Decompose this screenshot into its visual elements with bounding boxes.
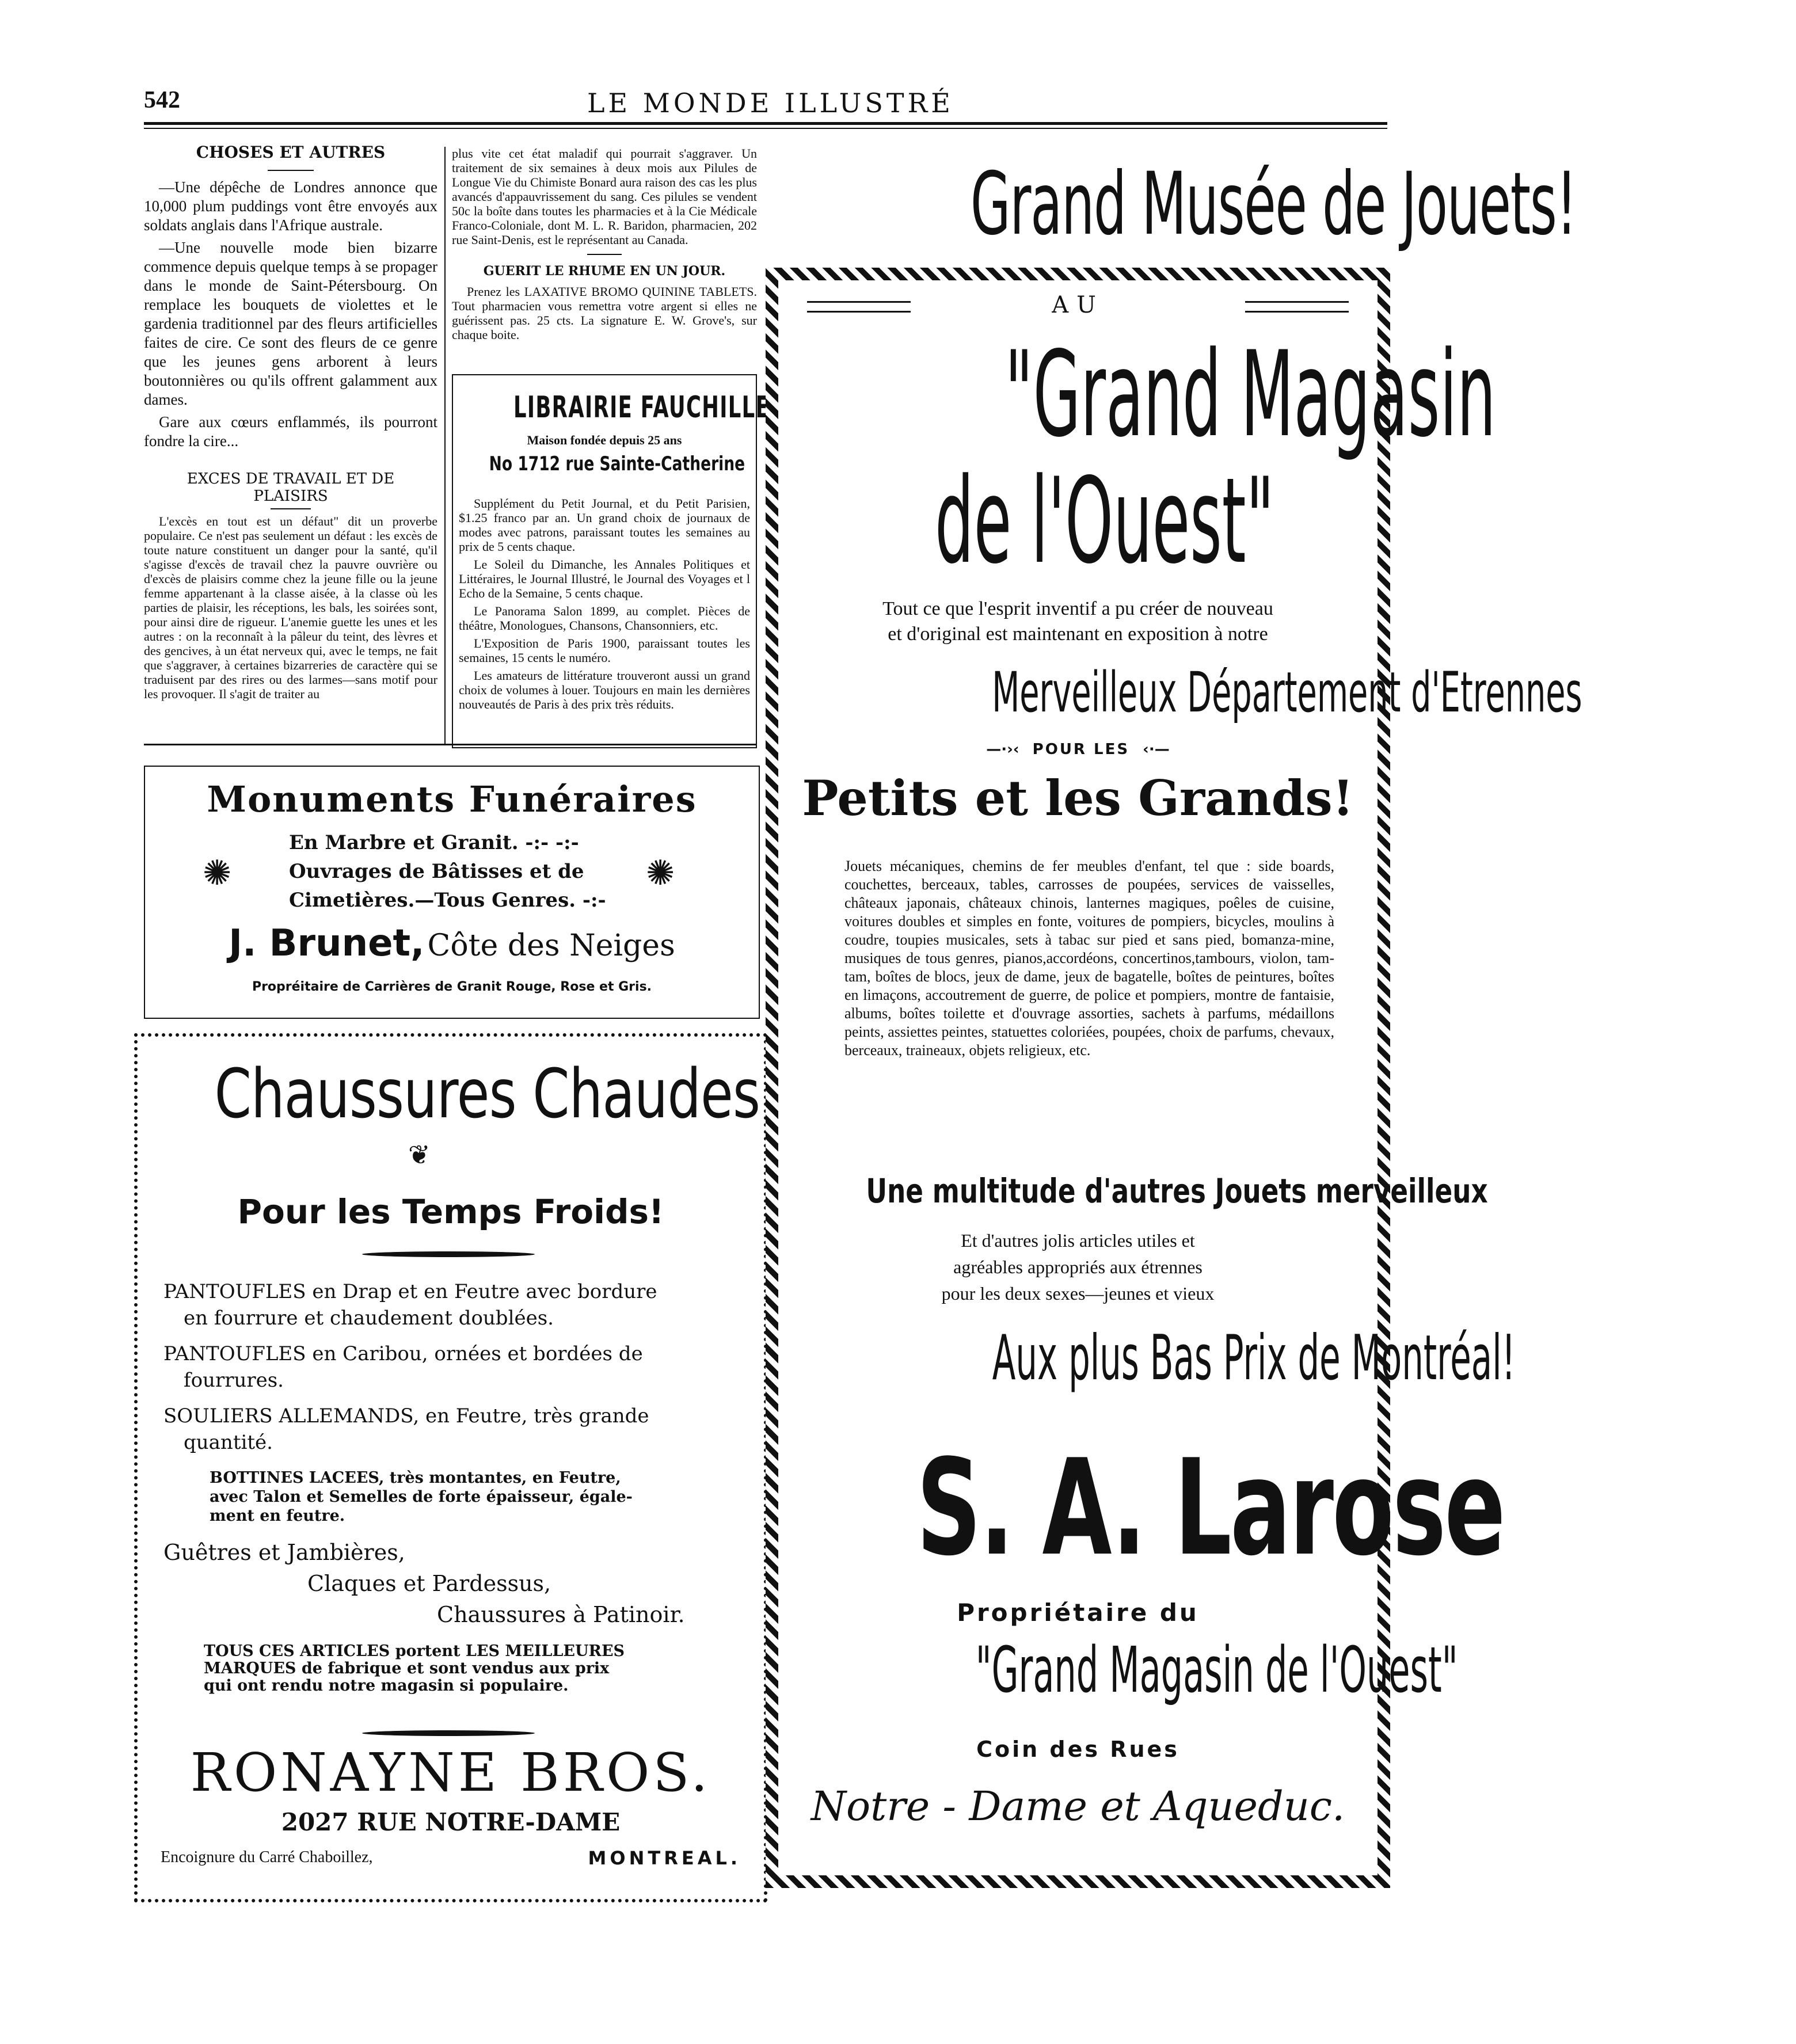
note-b: MARQUES de fabrique et sont vendus aux prix <box>204 1659 610 1677</box>
item-4c: ment en feutre. <box>210 1507 345 1525</box>
company-name: RONAYNE BROS. <box>190 1742 711 1803</box>
musee-headline: Grand Musée de Jouets! <box>970 154 1577 254</box>
note-c: qui ont rendu notre magasin si populaire. <box>204 1677 569 1695</box>
brunet-line <box>145 922 759 965</box>
item-1a: PANTOUFLES en Drap et en Feutre avec bordure <box>163 1280 657 1303</box>
autres-line-1: Et d'autres jolis articles utiles et <box>961 1230 1195 1251</box>
item-3a: SOULIERS ALLEMANDS, en Feutre, très grande <box>163 1404 649 1428</box>
intro-line-2: et d'original est maintenant en exposition à notre <box>888 623 1268 645</box>
pour-les-label: —·›‹ POUR LES ‹·— <box>986 741 1170 758</box>
column-choses <box>144 143 437 705</box>
magasin-line-2: de l'Ouest" <box>935 453 1274 590</box>
item-2a: PANTOUFLES en Caribou, ornées et bordées de <box>163 1342 643 1365</box>
choses-title: CHOSES ET AUTRES <box>196 143 386 162</box>
item-3b: quantité. <box>184 1431 273 1454</box>
note-a: TOUS CES ARTICLES portent LES MEILLEURES <box>204 1642 625 1660</box>
brunet-name: J. Brunet, <box>229 922 425 965</box>
larose-name: S. A. Larose <box>916 1432 1504 1585</box>
chaussures-box <box>134 1033 767 1902</box>
arrow-right-icon: ‹·— <box>1143 741 1170 758</box>
item-7: Chaussures à Patinoir. <box>437 1602 685 1627</box>
company-corner: Encoignure du Carré Chaboillez, <box>161 1848 373 1866</box>
dept-title: Merveilleux Département d'Etrennes <box>992 660 1582 725</box>
monuments-box <box>144 766 760 1019</box>
chaussures-subtitle: Pour les Temps Froids! <box>237 1192 664 1231</box>
item-2b: fourrures. <box>184 1369 284 1392</box>
librairie-paragraph-3: Le Panorama Salon 1899, au complet. Pièces de théâtre, Monologues, Chansons, Chansonniers, etc. <box>459 604 750 633</box>
rhume-body: Prenez les LAXATIVE BROMO QUININE TABLETS. Tout pharmacien vous remettra votre argent si elles ne guérissent pas. 25 cts. La signature E. W. Grove's, sur chaque boite. <box>452 284 757 342</box>
librairie-founded: Maison fondée depuis 25 ans <box>527 433 682 447</box>
chaussures-title: Chaussures Chaudes <box>214 1054 760 1133</box>
proprietaire-label: Propriétaire du <box>957 1598 1199 1627</box>
company-city: MONTREAL. <box>588 1847 741 1869</box>
librairie-paragraph-5: Les amateurs de littérature trouveront aussi un grand choix de volumes à louer. Toujours en main les dernières nouveautés de Paris à des prix très réduits. <box>459 668 750 711</box>
item-6: Claques et Pardessus, <box>307 1571 551 1596</box>
chaussures-rule-2 <box>362 1730 535 1736</box>
brunet-place: Côte des Neiges <box>427 928 675 963</box>
rhume-title: GUERIT LE RHUME EN UN JOUR. <box>483 264 726 279</box>
pilules-continuation: plus vite cet état maladif qui pourrait s'aggraver. Un traitement de six semaines à deux mois aux Pilules de Longue Vie du Chimiste Bonard aura raison des cas les plus avancés d'appauvrissement du sang. Ces pilules se vendent 50c la boîte dans toutes les pharmacies et à la Cie Médicale Franco-Coloniale, dont M. L. R. Baridon, pharmacien, 202 rue Saint-Denis, est le représentant au Canada. <box>452 146 757 247</box>
choses-divider <box>268 170 314 171</box>
coin-label: Coin des Rues <box>976 1737 1179 1762</box>
flourish-icon: ❦ <box>408 1139 431 1170</box>
chaussures-rule-1 <box>362 1251 535 1257</box>
librairie-paragraph-2: Le Soleil du Dimanche, les Annales Politiques et Littéraires, le Journal Illustré, le Journal des Voyages et l Echo de la Semaine, 5 cents chaque. <box>459 557 750 600</box>
arrow-left-icon: —·›‹ <box>986 741 1019 758</box>
monuments-line-1: En Marbre et Granit. -:- -:- <box>289 831 579 854</box>
librairie-paragraph-4: L'Exposition de Paris 1900, paraissant toutes les semaines, 15 cents le numéro. <box>459 636 750 665</box>
column-second <box>452 146 757 345</box>
item-4b: avec Talon et Semelles de forte épaisseur, égale- <box>210 1488 633 1506</box>
ornament-left-icon: ✺ <box>203 853 232 893</box>
journal-title: LE MONDE ILLUSTRÉ <box>587 87 954 119</box>
magasin-line-1: "Grand Magasin <box>1004 326 1496 463</box>
monuments-owner: Propréitaire de Carrières de Granit Rouge, Rose et Gris. <box>252 980 652 994</box>
prix-title: Aux plus Bas Prix de Montréal! <box>992 1322 1516 1394</box>
intro-line-1: Tout ce que l'esprit inventif a pu créer de nouveau <box>882 598 1273 619</box>
exces-body: L'excès en tout est un défaut" dit un proverbe populaire. Ce n'est pas seulement un défaut : les excès de toute nature constituent un danger pour la santé, qu'il s'agisse d'excès de travail chez la pauvre ouvrière ou d'excès de plaisirs comme chez la jeune fille ou la jeune femme appartenant à la classe aisée, à la classe où les parties de plaisir, les réceptions, les bals, les soirées sont, pour ainsi dire de rigueur. L'anemie guette les unes et les autres : on la reconnaît à la pâleur du teint, des lèvres et des gencives, à un état nerveux qui, avec le temps, ne fait que s'aggraver, à certaines bizarreries de caractère qui se traduisent par des rires ou des larmes—sans motif pour les provoquer. Il s'agit de traiter au <box>144 514 437 701</box>
choses-paragraph-1: —Une dépêche de Londres annonce que 10,000 plum puddings vont être envoyés aux soldats anglais dans l'Afrique australe. <box>144 178 437 234</box>
pilules-divider <box>587 254 622 255</box>
page-number: 542 <box>144 87 180 113</box>
monuments-line-2: Ouvrages de Bâtisses et de <box>289 860 584 883</box>
item-5: Guêtres et Jambières, <box>163 1540 405 1565</box>
exces-title: EXCES DE TRAVAIL ET DE PLAISIRS <box>187 470 395 505</box>
company-address: 2027 RUE NOTRE-DAME <box>281 1808 621 1836</box>
au-rule-left <box>807 301 911 313</box>
librairie-box <box>452 374 771 748</box>
header-rule-bottom <box>144 128 1387 129</box>
au-rule-right <box>1245 301 1349 313</box>
librairie-address: No 1712 rue Sainte-Catherine <box>489 452 745 475</box>
choses-paragraph-2: —Une nouvelle mode bien bizarre commence depuis quelque temps à se propager dans le monde de Saint-Pétersbourg. On remplace les bouquets de violettes et le gardenia traditionnel par des fleurs artificielles faites de cire. Ce sont des fleurs de ce genre que les jeunes gens arborent à leurs boutonnières ou qu'ils offrent galamment aux dames. <box>144 239 437 408</box>
rues-label: Notre - Dame et Aqueduc. <box>811 1783 1345 1830</box>
librairie-paragraph-1: Supplément du Petit Journal, et du Petit Parisien, $1.25 franco par an. Un grand choix de journaux de modes avec patrons, paraissant toutes les semaines au prix de 5 cents chaque. <box>459 496 750 554</box>
monuments-line-3: Cimetières.—Tous Genres. -:- <box>289 889 606 912</box>
petits-title: Petits et les Grands! <box>802 770 1354 827</box>
autres-line-3: pour les deux sexes—jeunes et vieux <box>941 1283 1215 1304</box>
jouets-list: Jouets mécaniques, chemins de fer meubles d'enfant, tel que : side boards, couchettes, berceaux, tables, carrosses de poupées, services de vaisselles, châteaux japonais, châteaux chinois, lanternes magiques, poêles de cuisine, voitures doubles et simples en fonte, voitures de pompiers, bicycles, moulins à coudre, toupies musicales, sets à tabac sur pied et sans pied, bomanza-mine, musiques de tous genres, pianos,accordéons, concertinos,tambours, violon, tam-tam, boîtes de blocs, jeux de dame, jeux de bagatelle, boîtes de peintures, boîtes en limaçons, accoutrement de guerre, de police et pompiers, montre de fantaisie, albums, boîtes toilette et d'ouvrage assorties, sachets à parfums, médaillons peints, assiettes peintes, statuettes coloriées, poupées, choix de parfums, chevaux, berceaux, traineaux, objets religieux, etc. <box>844 858 1334 1059</box>
header-rule-top <box>144 122 1387 125</box>
larose-border <box>766 268 1582 1888</box>
item-4a: BOTTINES LACEES, très montantes, en Feutre, <box>210 1469 621 1487</box>
exces-divider <box>271 508 311 509</box>
item-1b: en fourrure et chaudement doublées. <box>184 1307 554 1330</box>
magasin-again: "Grand Magasin de l'Ouest" <box>975 1633 1458 1707</box>
monuments-title: Monuments Funéraires <box>207 778 697 820</box>
column-rule <box>444 147 446 745</box>
multitude-title: Une multitude d'autres Jouets merveilleux <box>866 1171 1488 1211</box>
librairie-name: LIBRAIRIE FAUCHILLE <box>513 390 771 425</box>
ornament-right-icon: ✺ <box>646 853 675 893</box>
choses-paragraph-3: Gare aux cœurs enflammés, ils pourront fondre la cire... <box>144 413 437 450</box>
section-rule <box>144 744 757 745</box>
au-label: AU <box>1052 292 1104 318</box>
autres-line-2: agréables appropriés aux étrennes <box>953 1257 1203 1277</box>
